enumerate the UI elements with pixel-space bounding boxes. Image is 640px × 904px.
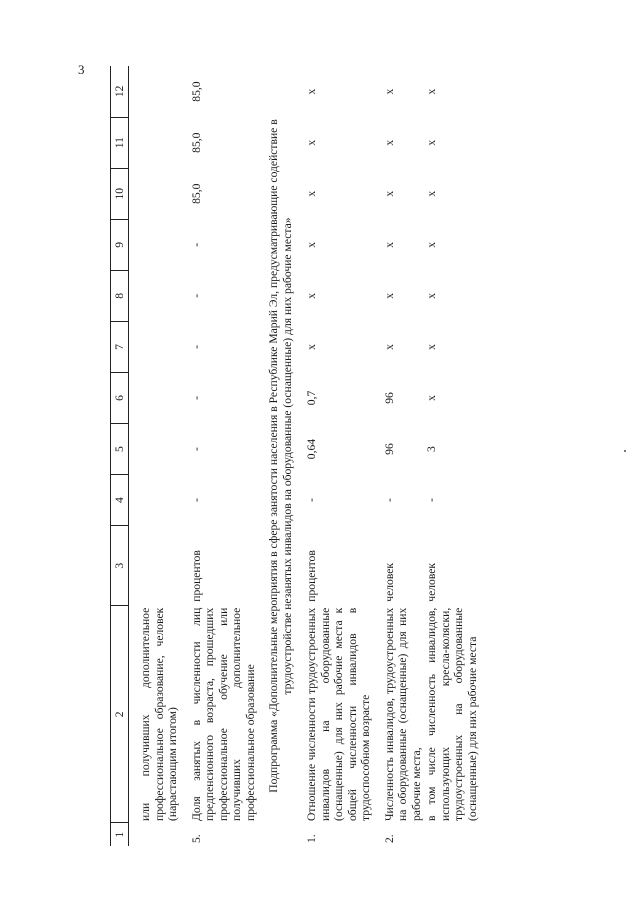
- subprogram-title: Подпрограмма «Дополнительные мероприятия в сфере занятости населения в Республике Марий Эл, предусматривающие содействие в трудоустройстве незанятых инвалидов на оборудованные (оснащенные) для них рабочие места»: [267, 119, 294, 793]
- value-cell: х: [425, 190, 438, 197]
- value-cell: х: [382, 139, 396, 146]
- table-row: [188, 66, 258, 846]
- value-cell: -: [189, 447, 203, 451]
- unit: процентов: [305, 550, 318, 602]
- value-cell: х: [425, 88, 438, 95]
- value-cell: [137, 270, 180, 321]
- value-cell: -: [189, 344, 203, 349]
- col-header: 5: [111, 424, 129, 475]
- row-number: [423, 823, 479, 846]
- value-cell: [137, 475, 180, 526]
- value-cell: х: [425, 241, 438, 248]
- indicator-name: в том числе численность инвалидов, использующих кресла-коляски, трудоустроенных на оборудованные (оснащенные) для них рабочие места: [425, 607, 479, 821]
- value-cell: х: [382, 88, 396, 95]
- indicator-name: Численность инвалидов, трудоустроенных на оборудованные (оснащенные) для них рабочие места,: [382, 607, 423, 821]
- value-cell: 85,0: [189, 81, 203, 102]
- value-cell: [137, 168, 180, 219]
- col-header: 4: [111, 475, 129, 526]
- row-number: 5.: [189, 834, 203, 843]
- value-cell: х: [305, 241, 318, 248]
- value-cell: -: [189, 498, 203, 503]
- value-cell: 0,64: [305, 438, 318, 460]
- table-row: [137, 66, 180, 846]
- rotated-table-container: [110, 66, 530, 846]
- value-cell: 85,0: [189, 183, 203, 204]
- value-cell: х: [425, 292, 438, 299]
- value-cell: -: [382, 498, 396, 503]
- value-cell: 96: [382, 392, 396, 404]
- indicator-name: или получивших дополнительное профессиональное образование, человек (нарастающим итогом): [139, 607, 179, 821]
- value-cell: -: [189, 396, 203, 400]
- value-cell: х: [305, 139, 318, 146]
- value-cell: х: [305, 190, 318, 197]
- unit: человек: [382, 562, 396, 602]
- col-header: 12: [111, 66, 129, 117]
- col-header: 11: [111, 117, 129, 168]
- unit: человек: [425, 562, 438, 602]
- value-cell: 3: [425, 446, 438, 452]
- scan-speck: [624, 450, 626, 452]
- col-header: 3: [111, 526, 129, 606]
- column-number-header: [111, 66, 129, 846]
- value-cell: х: [305, 344, 318, 350]
- subprogram-row: [257, 66, 303, 846]
- value-cell: 96: [382, 443, 396, 455]
- indicator-name: Отношение численности трудоустроенных инвалидов на оборудованные (оснащенные) для них рабочие места к общей численности инвалидов в трудоспособном возрасте: [305, 607, 372, 821]
- col-header: 6: [111, 372, 129, 423]
- value-cell: -: [189, 242, 203, 247]
- indicators-table: [110, 66, 479, 846]
- value-cell: х: [305, 88, 318, 95]
- value-cell: х: [382, 241, 396, 248]
- col-header: 7: [111, 321, 129, 372]
- value-cell: [137, 424, 180, 475]
- value-cell: х: [305, 292, 318, 299]
- value-cell: х: [382, 344, 396, 350]
- row-number: [137, 823, 180, 846]
- value-cell: х: [382, 292, 396, 299]
- value-cell: [137, 372, 180, 423]
- unit: процентов: [189, 550, 203, 602]
- col-header: 2: [111, 606, 129, 823]
- value-cell: 85,0: [189, 132, 203, 153]
- row-number: 2.: [382, 834, 396, 843]
- value-cell: -: [189, 293, 203, 298]
- col-header: 10: [111, 168, 129, 219]
- value-cell: -: [305, 498, 318, 503]
- value-cell: х: [425, 344, 438, 350]
- value-cell: -: [425, 498, 438, 503]
- value-cell: 0,7: [305, 390, 318, 406]
- table-row: [303, 66, 373, 846]
- col-header: 9: [111, 219, 129, 270]
- value-cell: [137, 117, 180, 168]
- table-row: [381, 66, 424, 846]
- row-number: 1.: [305, 834, 318, 843]
- indicator-name: Доля занятых в численности лиц предпенсионного возраста, прошедших профессиональное обучение или получивших дополнительное профессиональное образование: [189, 607, 257, 821]
- unit: [137, 526, 180, 606]
- value-cell: [137, 66, 180, 117]
- value-cell: [137, 321, 180, 372]
- page-number: 3: [78, 62, 85, 77]
- value-cell: х: [425, 139, 438, 146]
- col-header: 1: [111, 823, 129, 846]
- col-header: 8: [111, 270, 129, 321]
- value-cell: [137, 219, 180, 270]
- value-cell: х: [425, 395, 438, 401]
- table-row: [423, 66, 479, 846]
- value-cell: х: [382, 190, 396, 197]
